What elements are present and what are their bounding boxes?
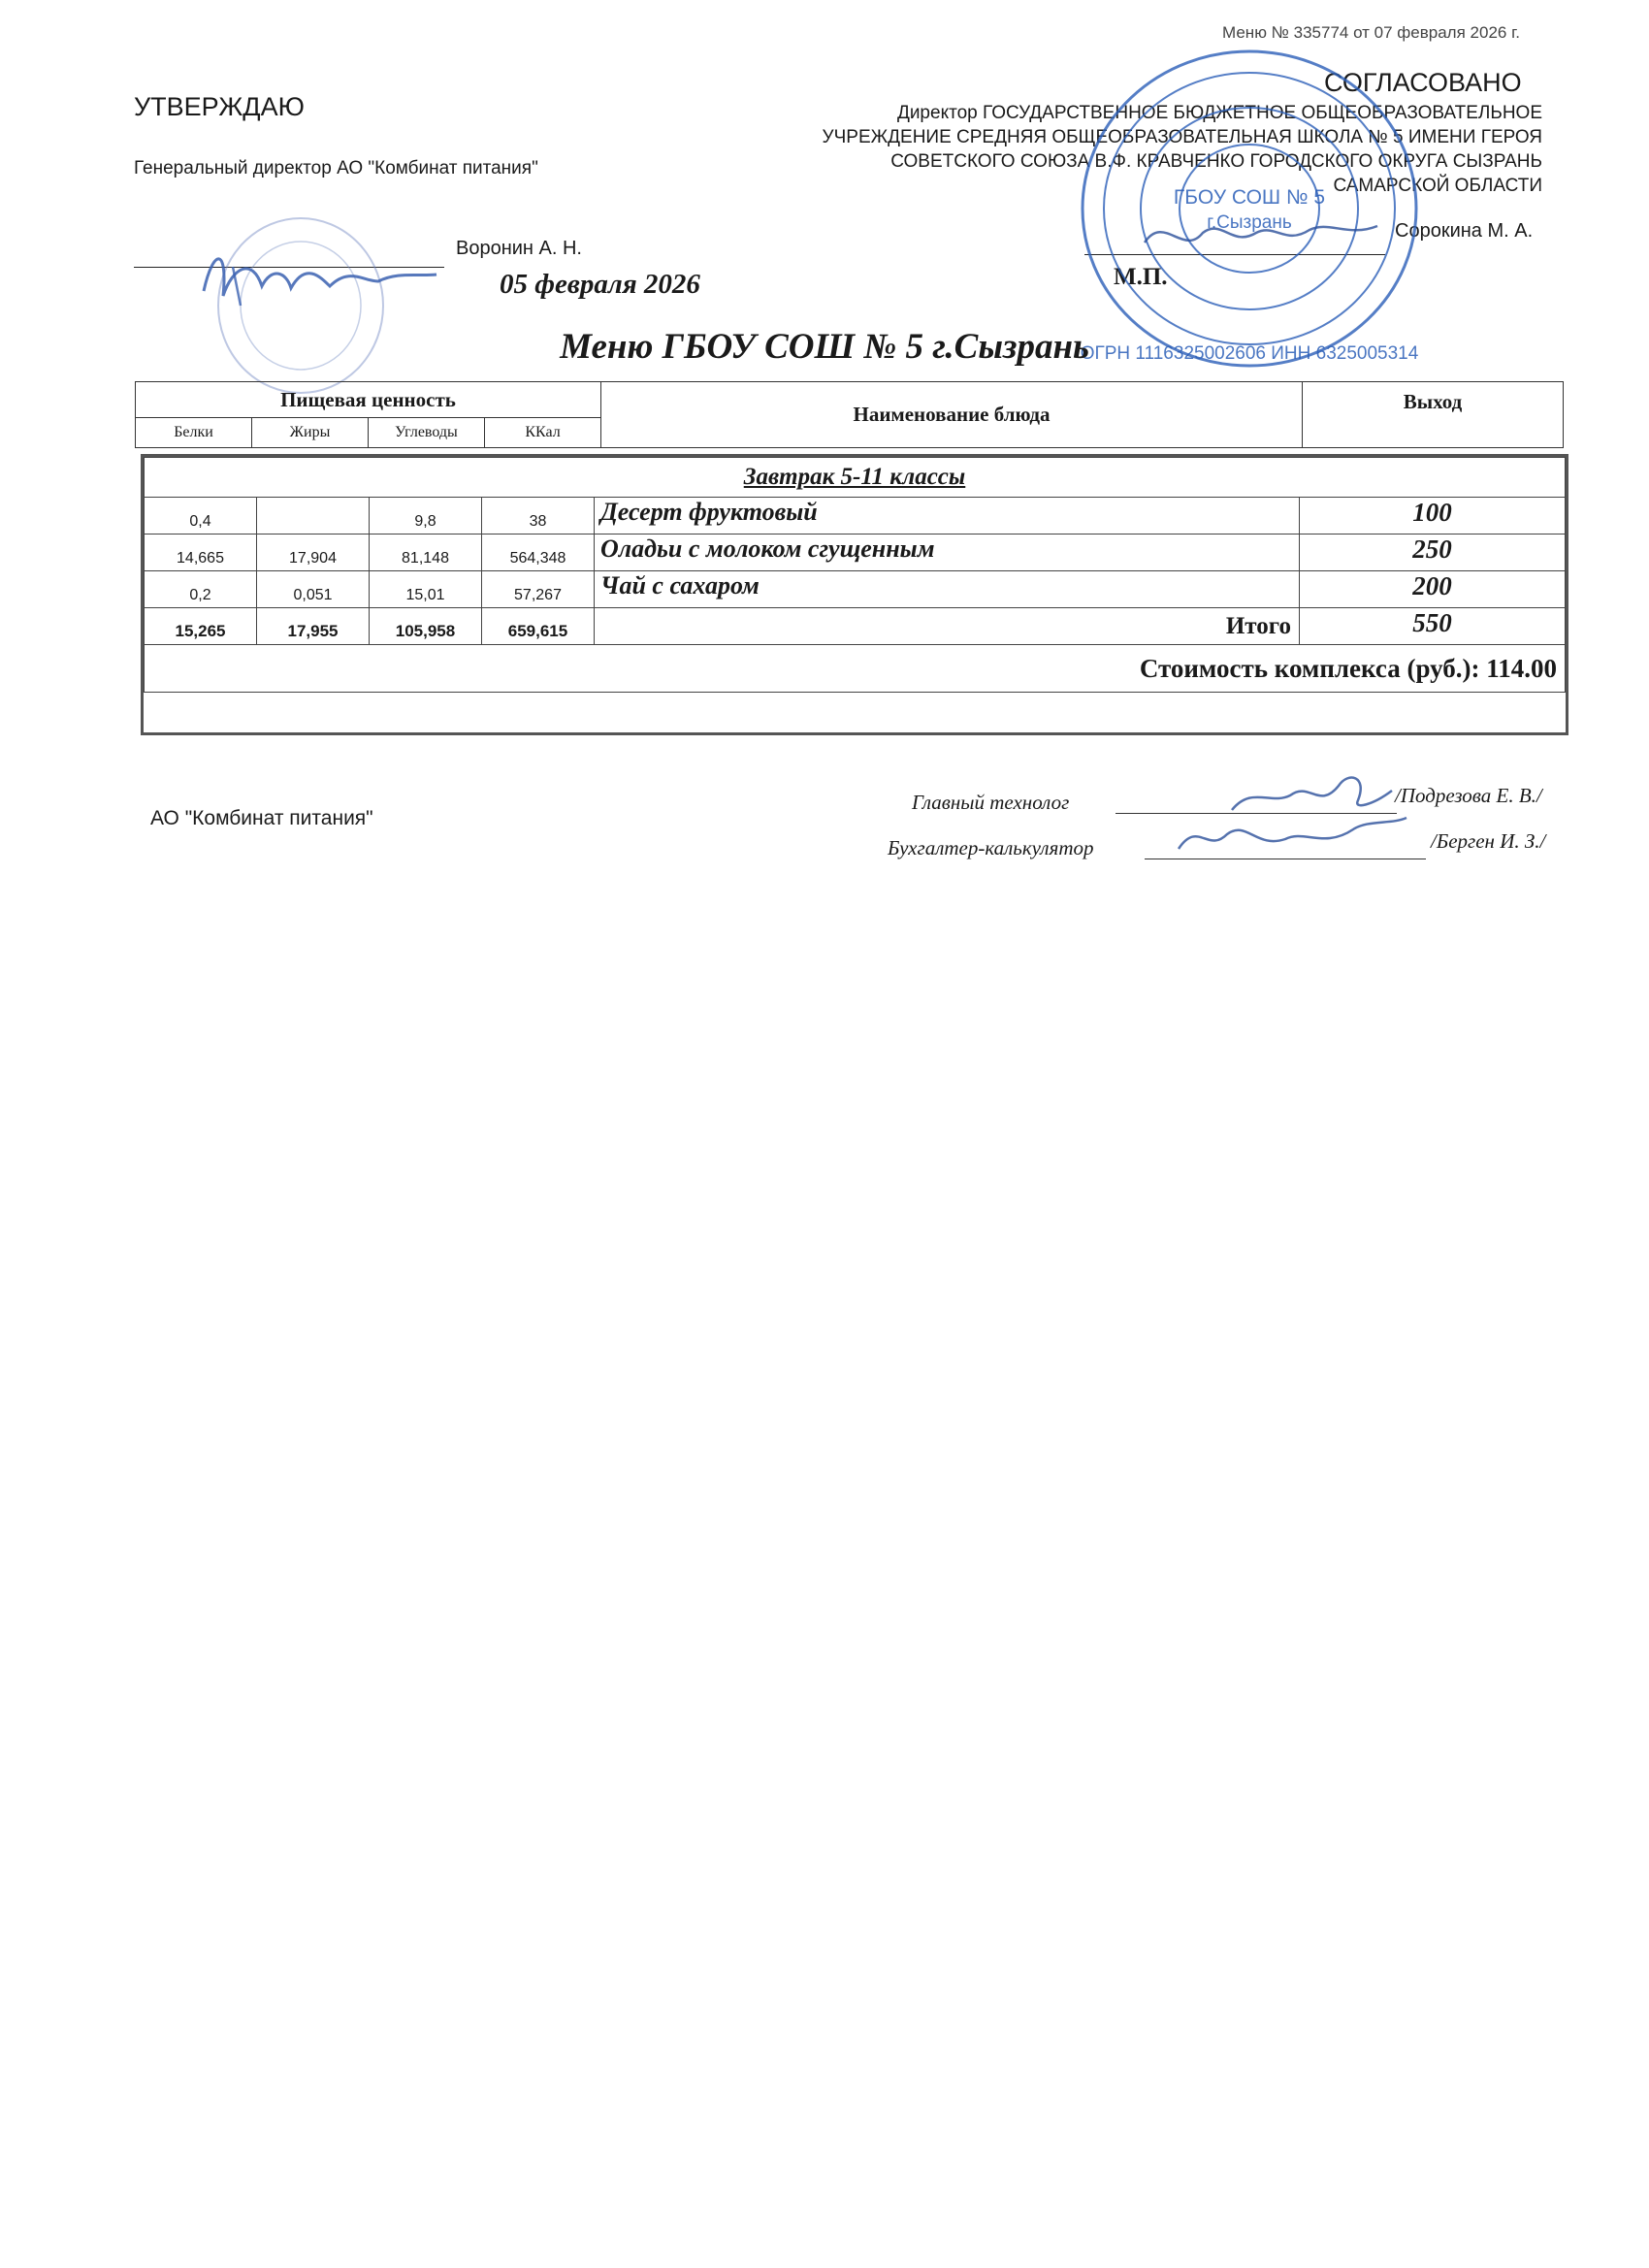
approve-title: УТВЕРЖДАЮ [134,92,305,121]
total-output-cell: 550 [1300,608,1566,645]
protein-column-header: Белки [136,418,252,448]
table-row [145,498,1566,535]
menu-table [144,457,1566,693]
kcal-cell: 38 [482,498,595,535]
menu-reference: Меню № 335774 от 07 февраля 2026 г. [1222,23,1520,42]
stamp-place-label: М.П. [1114,264,1168,290]
approve-date: 05 февраля 2026 [500,269,700,300]
output-cell: 100 [1300,498,1566,535]
total-carbs-cell: 105,958 [370,608,482,645]
table-header [135,381,1564,448]
output-cell: 250 [1300,535,1566,571]
dish-header: Наименование блюда [601,382,1303,448]
agree-signature [1140,209,1382,262]
agree-title: СОГЛАСОВАНО [1324,68,1522,97]
fat-cell: 0,051 [257,571,370,608]
protein-cell: 0,2 [145,571,257,608]
kcal-cell: 57,267 [482,571,595,608]
approve-signature [194,238,446,315]
carbs-cell: 81,148 [370,535,482,571]
complex-cost: Стоимость комплекса (руб.): 114.00 [145,645,1566,693]
output-cell: 200 [1300,571,1566,608]
accountant-label: Бухгалтер-калькулятор [888,836,1094,859]
dish-cell: Оладьи с молоком сгущенным [595,535,1300,571]
carbs-column-header: Углеводы [369,418,485,448]
agree-position-line: СОВЕТСКОГО СОЮЗА В.Ф. КРАВЧЕНКО ГОРОДСКОГО ОКРУГА СЫЗРАНЬ [890,151,1542,172]
fat-column-header: Жиры [252,418,369,448]
agree-position-line: САМАРСКОЙ ОБЛАСТИ [1333,176,1542,196]
fat-cell [257,498,370,535]
tech-label: Главный технолог [912,791,1070,814]
stamp-inner-text: ГБОУ СОШ № 5 [1173,186,1326,209]
total-fat-cell: 17,955 [257,608,370,645]
total-kcal-cell: 659,615 [482,608,595,645]
protein-cell: 14,665 [145,535,257,571]
nutrition-header: Пищевая ценность [136,382,601,418]
stamp-inner-text: г.Сызрань [1207,212,1292,233]
carbs-cell: 9,8 [370,498,482,535]
kcal-column-header: ККал [485,418,601,448]
approve-position: Генеральный директор АО "Комбинат питания" [134,158,538,178]
accountant-name: /Берген И. З./ [1431,829,1546,853]
carbs-cell: 15,01 [370,571,482,608]
accountant-signature [1159,810,1411,863]
kcal-cell: 564,348 [482,535,595,571]
fat-cell: 17,904 [257,535,370,571]
total-label: Итого [595,608,1300,645]
agree-name: Сорокина М. А. [1395,220,1534,242]
dish-cell: Чай с сахаром [595,571,1300,608]
agree-position-line: УЧРЕЖДЕНИЕ СРЕДНЯЯ ОБЩЕОБРАЗОВАТЕЛЬНАЯ ШКОЛА № 5 ИМЕНИ ГЕРОЯ [822,127,1542,147]
agree-position-line: Директор ГОСУДАРСТВЕННОЕ БЮДЖЕТНОЕ ОБЩЕОБРАЗОВАТЕЛЬНОЕ [896,103,1542,123]
table-row [145,571,1566,608]
tech-name: /Подрезова Е. В./ [1395,784,1542,807]
output-header: Выход [1303,382,1564,448]
stamp-outer-text: ОГРН 1116325002606 ИНН 6325005314 [1080,343,1419,364]
protein-cell: 0,4 [145,498,257,535]
table-row [145,535,1566,571]
approve-name: Воронин А. Н. [456,238,582,259]
meal-title: Завтрак 5-11 классы [145,458,1566,498]
total-protein-cell: 15,265 [145,608,257,645]
dish-cell: Десерт фруктовый [595,498,1300,535]
organization-name: АО "Комбинат питания" [150,807,373,829]
document-title: Меню ГБОУ СОШ № 5 г.Сызрань [560,327,1089,367]
total-row [145,608,1566,645]
